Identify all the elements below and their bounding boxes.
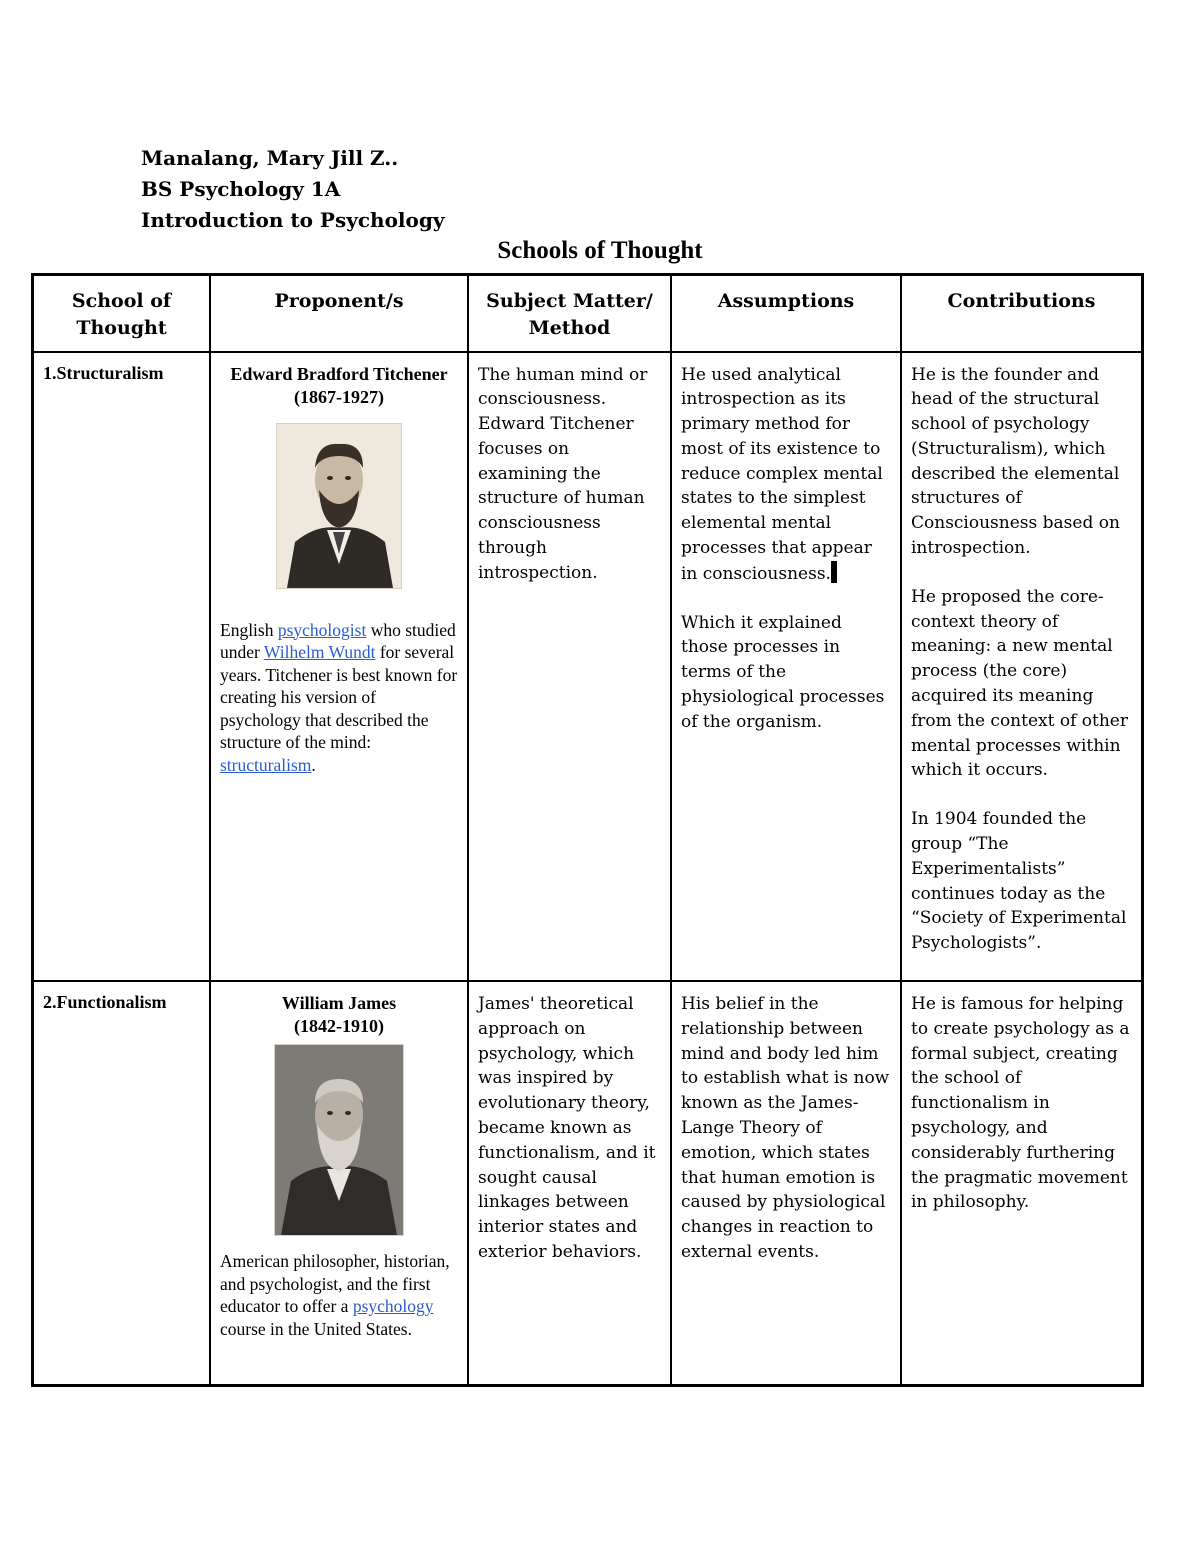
proponent-cell [210,352,468,982]
table-header-row [33,275,1143,352]
assumptions-cell [671,981,901,1385]
subject-matter-text: The human mind or consciousness. Edward Titchener focuses on examining the structure of human consciousness through introspection. [478,364,648,583]
assumptions-cell [671,352,901,982]
assumption-paragraph: He used analytical introspection as its primary method for most of its existence to reduce complex mental states to the simplest elemental mental processes that appear in consciousness. [681,364,883,584]
course-label: BS Psychology 1A [141,177,341,201]
proponent-name: William James [281,993,397,1014]
header-school: School of Thought [33,275,211,352]
header-subject-matter: Subject Matter/ Method [468,275,671,352]
assumption-paragraph: His belief in the relationship between mind and body led him to establish what is now known as the James-Lange Theory of emotion, which states that human emotion is caused by physiological changes in reaction to external events. [681,994,890,1262]
proponent-cell [210,981,468,1385]
contribution-paragraph: In 1904 founded the group “The Experimentalists” continues today as the “Society of Experimental Psychologists”. [911,809,1127,954]
page-title: Schools of Thought [497,237,703,264]
contribution-paragraph: He proposed the core-context theory of meaning: a new mental process (the core) acquired its meaning from the context of other mental processes within which it occurs. [911,586,1128,781]
proponent-description: English psychologist who studied under Wilhelm Wundt for several years. Titchener is best known for creating his version of psychology that described the structure of the mind: structuralism. [220,619,458,776]
text-cursor [831,561,837,583]
link-wilhelm-wundt[interactable]: Wilhelm Wundt [263,642,376,663]
proponent-description: American philosopher, historian, and psychologist, and the first educator to offer a psychology course in the United States. [220,1251,450,1339]
table-row [33,352,1143,982]
james-portrait [274,1044,404,1236]
portrait-image [275,1045,403,1235]
schools-table [31,273,1144,1387]
link-psychology[interactable]: psychology [352,1296,434,1317]
subject-matter-cell [468,352,671,982]
link-structuralism[interactable]: structuralism [220,755,312,776]
author-name: Manalang, Mary Jill Z.. [141,146,399,170]
subject-label: Introduction to Psychology [141,208,445,232]
header-proponent: Proponent/s [210,275,468,352]
assumption-paragraph: Which it explained those processes in terms of the physiological processes of the organism. [681,612,885,732]
proponent-years: (1867-1927) [294,386,384,407]
contribution-paragraph: He is famous for helping to create psychology as a formal subject, creating the school of functionalism in psychology, and considerably furthering the pragmatic movement in philosophy. [911,994,1130,1213]
proponent-name: Edward Bradford Titchener [230,363,448,384]
author-header [141,143,444,236]
table-row [33,981,1143,1385]
school-name: 2.Functionalism [33,981,211,1385]
contributions-cell [901,352,1143,982]
titchener-portrait [276,423,402,589]
contribution-paragraph: He is the founder and head of the structural school of psychology (Structuralism), which described the elemental structures of Consciousness based on introspection. [911,364,1120,559]
subject-matter-text: James' theoretical approach on psychology, which was inspired by evolutionary theory, became known as functionalism, and it sought causal linkages between interior states and exterior behaviors. [478,994,656,1262]
proponent-years: (1842-1910) [294,1016,384,1037]
header-contributions: Contributions [901,275,1143,352]
school-name: 1.Structuralism [33,352,211,982]
portrait-image [277,424,401,588]
link-psychologist[interactable]: psychologist [277,619,367,640]
header-assumptions: Assumptions [671,275,901,352]
subject-matter-cell [468,981,671,1385]
contributions-cell [901,981,1143,1385]
